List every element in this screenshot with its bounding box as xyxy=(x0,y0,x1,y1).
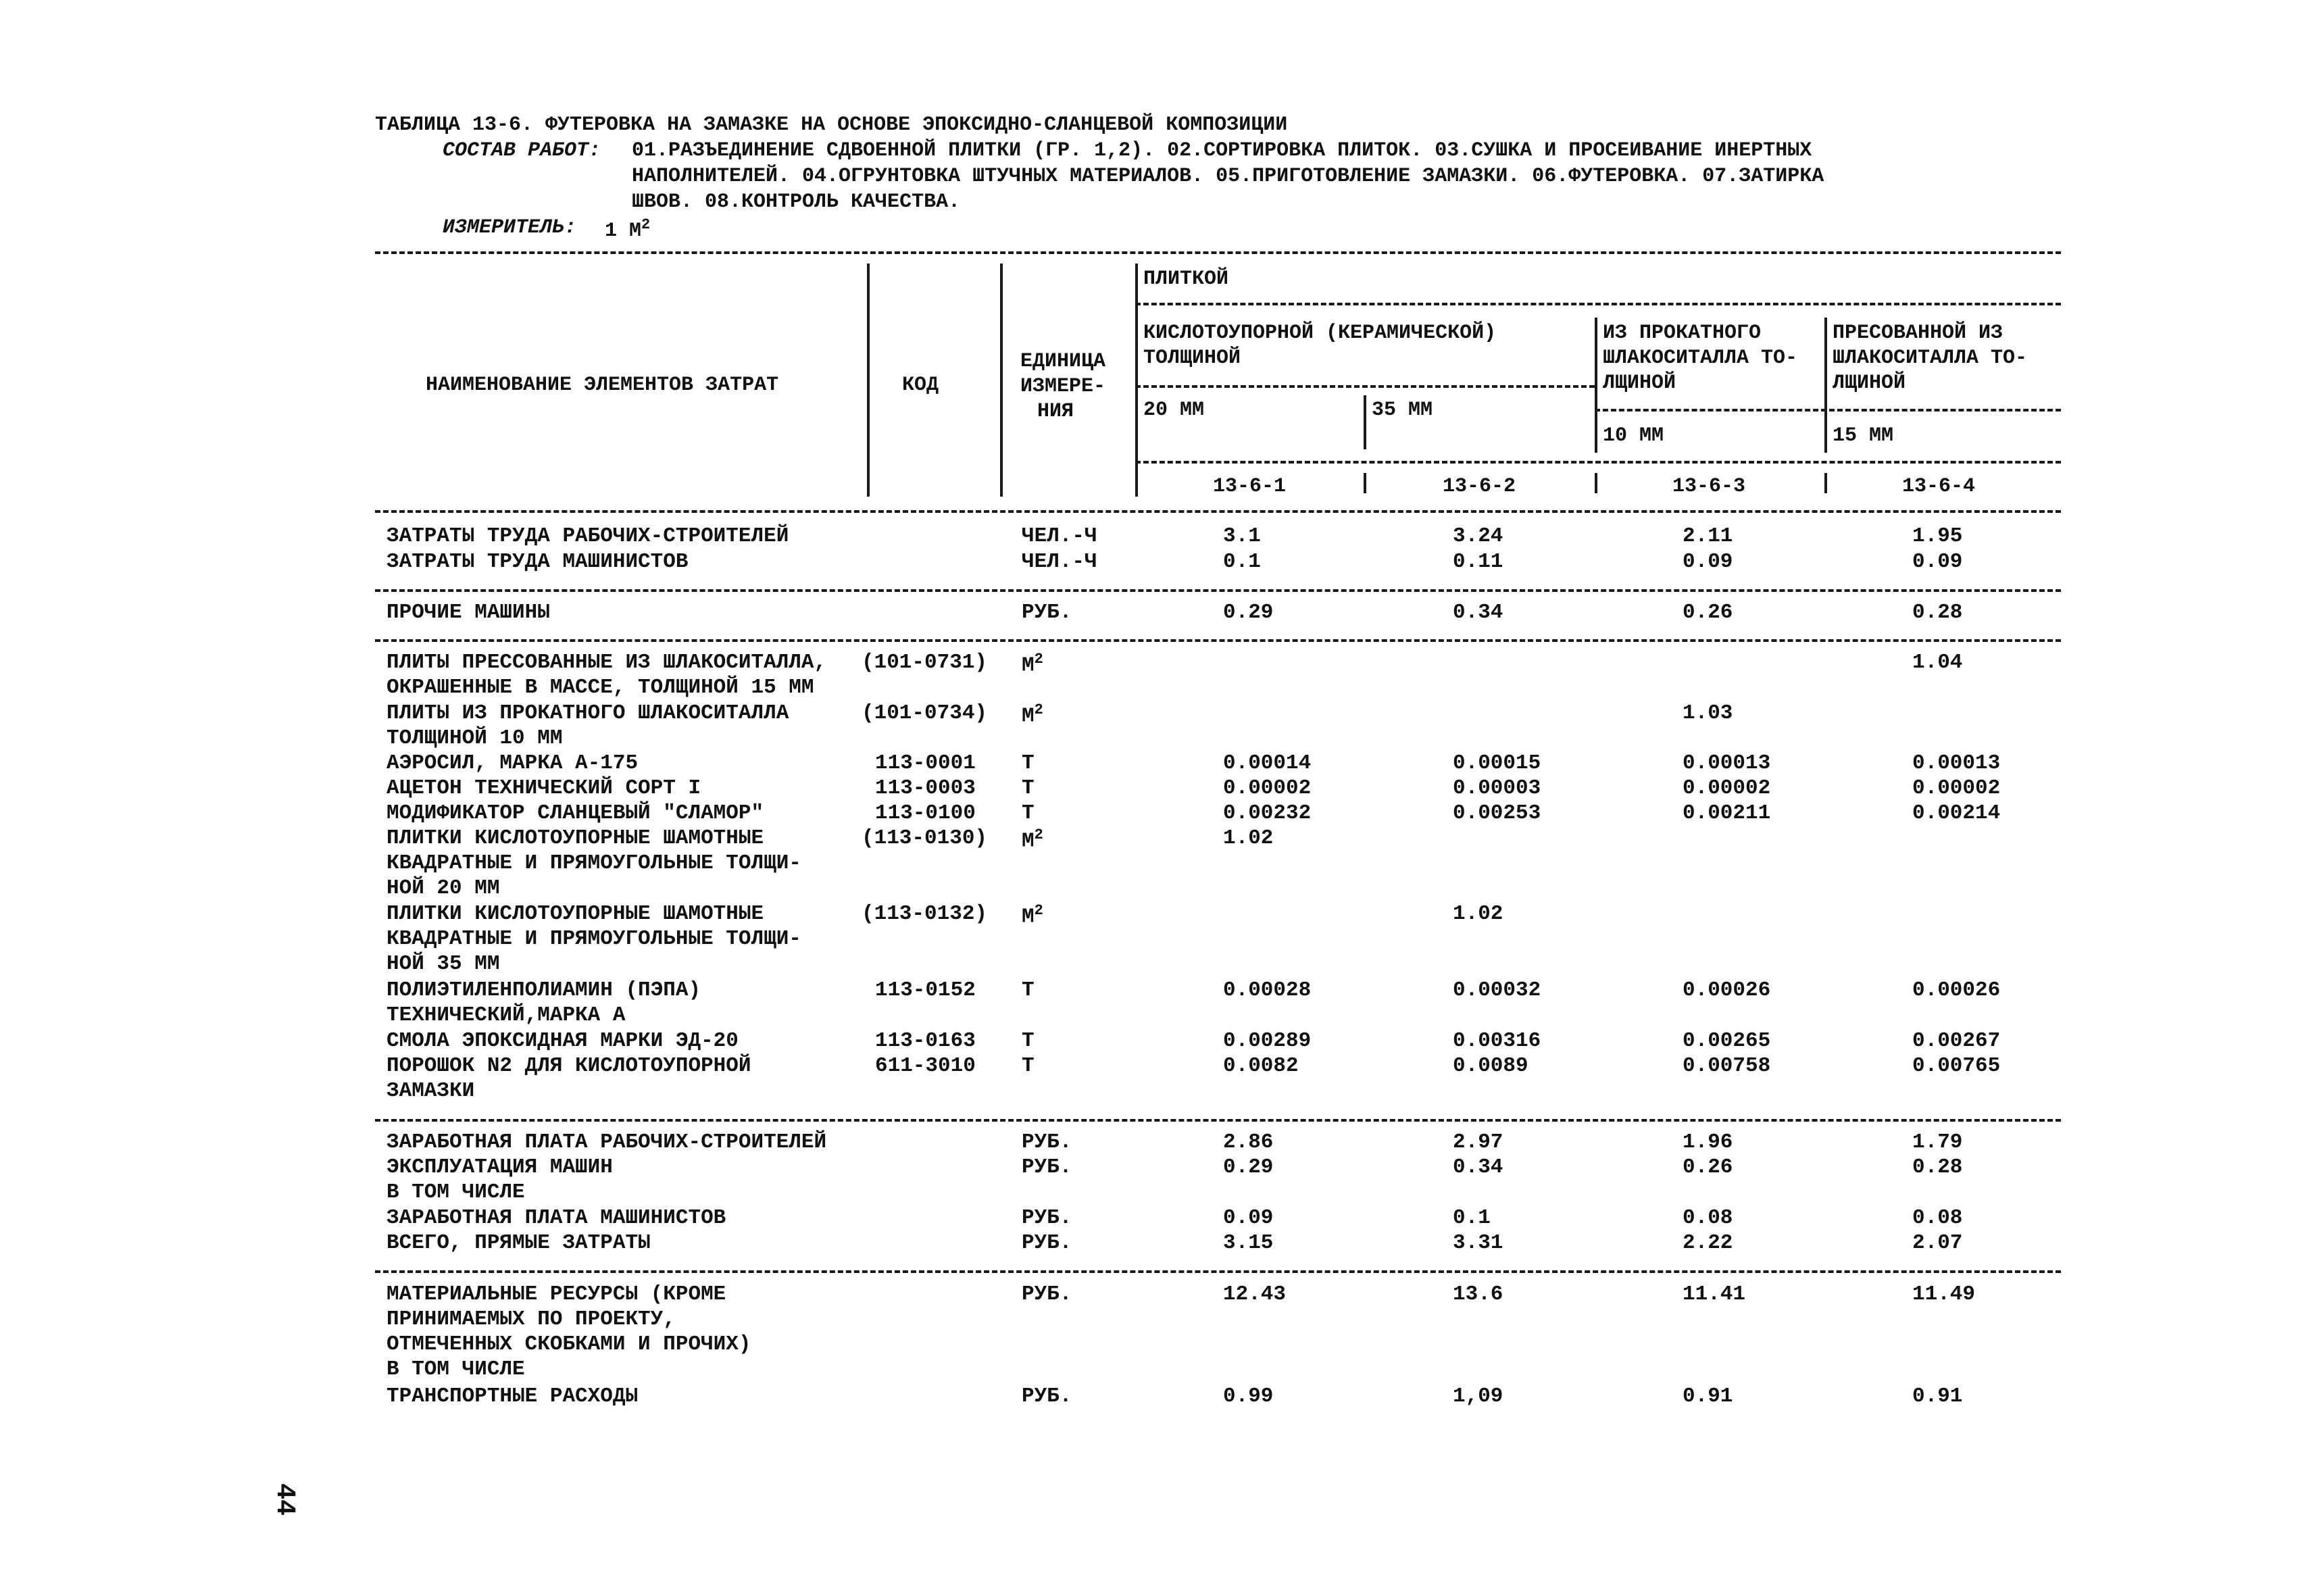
header-acid-2: ТОЛЩИНОЙ xyxy=(1143,347,1241,370)
row-value: 1.02 xyxy=(1453,902,1503,926)
row-name: ЗАРАБОТНАЯ ПЛАТА РАБОЧИХ-СТРОИТЕЛЕЙ xyxy=(387,1130,827,1154)
divider-acid-rolled xyxy=(1595,318,1597,453)
row-unit-text: Т xyxy=(1022,776,1035,800)
header-bottom-line xyxy=(375,510,2061,513)
row-value: 3.15 xyxy=(1223,1231,1274,1255)
row-value: 1.96 xyxy=(1683,1130,1733,1154)
row-name-cont: НОЙ 20 ММ xyxy=(387,876,500,900)
row-unit-sup: 2 xyxy=(1034,701,1043,718)
row-unit xyxy=(1022,1207,1072,1228)
header-unit-1: ЕДИНИЦА xyxy=(1020,350,1106,373)
row-value: 0.26 xyxy=(1683,601,1733,624)
row-value: 0.00232 xyxy=(1223,801,1312,825)
row-name-cont: КВАДРАТНЫЕ И ПРЯМОУГОЛЬНЫЕ ТОЛЩИ- xyxy=(387,927,801,951)
row-value: 1.02 xyxy=(1223,826,1274,850)
divider-unit-values xyxy=(1135,264,1138,497)
row-value: 0.00015 xyxy=(1453,751,1541,775)
row-value: 2.86 xyxy=(1223,1130,1274,1154)
row-value: 0.09 xyxy=(1223,1206,1274,1230)
row-value: 0.91 xyxy=(1912,1385,1963,1408)
row-code: 113-0001 xyxy=(875,751,976,775)
header-rolled-2: ШЛАКОСИТАЛЛА ТО- xyxy=(1603,347,1798,370)
row-value: 0.0089 xyxy=(1453,1054,1528,1078)
row-unit-text: РУБ. xyxy=(1022,1231,1072,1255)
row-value: 3.24 xyxy=(1453,524,1503,548)
divider-rolled-pressed xyxy=(1824,318,1827,453)
row-unit xyxy=(1022,652,1043,676)
row-value: 0.00211 xyxy=(1683,801,1771,825)
header-code: КОД xyxy=(902,374,939,397)
row-value: 0.00026 xyxy=(1912,978,2001,1002)
row-unit-sup: 2 xyxy=(1034,826,1043,843)
row-name: АЦЕТОН ТЕХНИЧЕСКИЙ СОРТ I xyxy=(387,776,701,800)
row-unit xyxy=(1022,1232,1072,1253)
row-value: 13.6 xyxy=(1453,1282,1503,1306)
row-value: 0.11 xyxy=(1453,550,1503,574)
composition-line-1: 01.РАЗЪЕДИНЕНИЕ СДВОЕННОЙ ПЛИТКИ (ГР. 1,2). 02.СОРТИРОВКА ПЛИТОК. 03.СУШКА И ПРОСЕИВАНИЕ ИНЕРТНЫХ xyxy=(632,139,1812,162)
row-name: СМОЛА ЭПОКСИДНАЯ МАРКИ ЭД-20 xyxy=(387,1029,739,1053)
header-code-2: 13-6-2 xyxy=(1443,475,1516,498)
row-code: (113-0132) xyxy=(862,902,988,926)
row-value: 1.04 xyxy=(1912,651,1963,674)
row-unit xyxy=(1022,1030,1035,1051)
divider-20-35 xyxy=(1364,395,1366,449)
row-value: 0.1 xyxy=(1223,550,1261,574)
row-name: МОДИФИКАТОР СЛАНЦЕВЫЙ "СЛАМОР" xyxy=(387,801,764,825)
row-value: 11.49 xyxy=(1912,1282,1976,1306)
row-value: 2.11 xyxy=(1683,524,1733,548)
header-t10: 10 ММ xyxy=(1603,424,1664,447)
row-value: 11.41 xyxy=(1683,1282,1746,1306)
row-name-cont: ПРИНИМАЕМЫХ ПО ПРОЕКТУ, xyxy=(387,1307,676,1331)
row-name-cont: В ТОМ ЧИСЛЕ xyxy=(387,1180,525,1204)
row-unit-text: РУБ. xyxy=(1022,601,1072,624)
row-unit xyxy=(1022,828,1043,851)
measure-label: ИЗМЕРИТЕЛЬ: xyxy=(443,216,577,239)
header-group: ПЛИТКОЙ xyxy=(1143,268,1229,291)
row-unit xyxy=(1022,1055,1035,1076)
row-name: МАТЕРИАЛЬНЫЕ РЕСУРСЫ (КРОМЕ xyxy=(387,1282,726,1306)
header-pressed-2: ШЛАКОСИТАЛЛА ТО- xyxy=(1833,347,2028,370)
row-value: 0.00253 xyxy=(1453,801,1541,825)
section-separator xyxy=(375,1119,2061,1122)
row-unit-text: Т xyxy=(1022,978,1035,1002)
row-name: ПРОЧИЕ МАШИНЫ xyxy=(387,601,550,624)
group-line xyxy=(1135,303,2061,305)
row-name: ПОРОШОК N2 ДЛЯ КИСЛОТОУПОРНОЙ xyxy=(387,1054,751,1078)
section-separator xyxy=(375,639,2061,642)
row-name: ПЛИТЫ ИЗ ПРОКАТНОГО ШЛАКОСИТАЛЛА xyxy=(387,701,789,725)
row-name: ЗАТРАТЫ ТРУДА РАБОЧИХ-СТРОИТЕЛЕЙ xyxy=(387,524,789,548)
row-value: 0.00028 xyxy=(1223,978,1312,1002)
row-name: ПЛИТЫ ПРЕССОВАННЫЕ ИЗ ШЛАКОСИТАЛЛА, xyxy=(387,651,827,674)
row-value: 0.0082 xyxy=(1223,1054,1299,1078)
page-number: 44 xyxy=(269,1483,299,1516)
divider-name-code xyxy=(867,264,870,497)
row-value: 12.43 xyxy=(1223,1282,1287,1306)
row-unit-text: М xyxy=(1022,905,1035,929)
codes-line xyxy=(1135,461,2061,464)
row-code: 113-0152 xyxy=(875,978,976,1002)
row-unit-text: Т xyxy=(1022,1029,1035,1053)
rolled-pressed-line xyxy=(1595,409,2061,412)
row-unit-text: РУБ. xyxy=(1022,1155,1072,1179)
section-separator xyxy=(375,589,2061,592)
row-code: (113-0130) xyxy=(862,826,988,850)
row-unit-text: М xyxy=(1022,704,1035,728)
row-unit xyxy=(1022,602,1072,623)
row-value: 0.00265 xyxy=(1683,1029,1771,1053)
row-unit xyxy=(1022,903,1043,927)
row-value: 1.79 xyxy=(1912,1130,1963,1154)
row-value: 0.08 xyxy=(1912,1206,1963,1230)
row-value: 2.97 xyxy=(1453,1130,1503,1154)
header-code-4: 13-6-4 xyxy=(1902,475,1976,498)
row-unit xyxy=(1022,1386,1072,1407)
row-value: 1,09 xyxy=(1453,1385,1503,1408)
row-name: ПЛИТКИ КИСЛОТОУПОРНЫЕ ШАМОТНЫЕ xyxy=(387,902,764,926)
row-value: 0.29 xyxy=(1223,1155,1274,1179)
row-code: 611-3010 xyxy=(875,1054,976,1078)
row-name: ПЛИТКИ КИСЛОТОУПОРНЫЕ ШАМОТНЫЕ xyxy=(387,826,764,850)
row-unit xyxy=(1022,980,1035,1001)
row-code: (101-0734) xyxy=(862,701,988,725)
row-unit-text: ЧЕЛ.-Ч xyxy=(1022,550,1097,574)
header-code-3: 13-6-3 xyxy=(1672,475,1746,498)
row-name-cont: ТЕХНИЧЕСКИЙ,МАРКА А xyxy=(387,1003,626,1027)
row-code: 113-0003 xyxy=(875,776,976,800)
row-unit xyxy=(1022,1157,1072,1178)
row-value: 0.00758 xyxy=(1683,1054,1771,1078)
row-name: ЗАТРАТЫ ТРУДА МАШИНИСТОВ xyxy=(387,550,689,574)
row-name-cont: ОКРАШЕННЫЕ В МАССЕ, ТОЛЩИНОЙ 15 ММ xyxy=(387,676,814,699)
row-value: 0.09 xyxy=(1912,550,1963,574)
row-value: 0.08 xyxy=(1683,1206,1733,1230)
row-value: 0.00014 xyxy=(1223,751,1312,775)
row-unit xyxy=(1022,1132,1072,1153)
row-value: 0.29 xyxy=(1223,601,1274,624)
row-unit-text: РУБ. xyxy=(1022,1385,1072,1408)
header-top-line xyxy=(375,251,2061,254)
row-unit xyxy=(1022,551,1097,572)
row-name-cont: ЗАМАЗКИ xyxy=(387,1079,475,1103)
row-name-cont: ТОЛЩИНОЙ 10 ММ xyxy=(387,726,563,750)
row-name: ЗАРАБОТНАЯ ПЛАТА МАШИНИСТОВ xyxy=(387,1206,726,1230)
header-unit-2: ИЗМЕРЕ- xyxy=(1020,375,1106,398)
measure-value: 1 $М^2$ xyxy=(605,216,651,243)
header-t15: 15 ММ xyxy=(1833,424,1894,447)
row-unit-text: ЧЕЛ.-Ч xyxy=(1022,524,1097,548)
header-code-1: 13-6-1 xyxy=(1213,475,1287,498)
row-name: АЭРОСИЛ, МАРКА А-175 xyxy=(387,751,639,775)
section-separator xyxy=(375,1270,2061,1273)
row-unit xyxy=(1022,526,1097,547)
header-acid-1: КИСЛОТОУПОРНОЙ (КЕРАМИЧЕСКОЙ) xyxy=(1143,322,1497,345)
row-name: ТРАНСПОРТНЫЕ РАСХОДЫ xyxy=(387,1385,639,1408)
row-unit-text: Т xyxy=(1022,801,1035,825)
row-unit xyxy=(1022,703,1043,726)
row-unit xyxy=(1022,778,1035,799)
header-pressed-1: ПРЕСОВАННОЙ ИЗ xyxy=(1833,322,2003,345)
row-value: 0.00267 xyxy=(1912,1029,2001,1053)
header-rolled-1: ИЗ ПРОКАТНОГО xyxy=(1603,322,1762,345)
header-pressed-3: ЛЩИНОЙ xyxy=(1833,372,1906,395)
row-value: 0.99 xyxy=(1223,1385,1274,1408)
row-name-cont: КВАДРАТНЫЕ И ПРЯМОУГОЛЬНЫЕ ТОЛЩИ- xyxy=(387,851,801,875)
row-code: (101-0731) xyxy=(862,651,988,674)
row-unit xyxy=(1022,753,1035,774)
row-value: 0.26 xyxy=(1683,1155,1733,1179)
row-code: 113-0163 xyxy=(875,1029,976,1053)
composition-line-3: ШВОВ. 08.КОНТРОЛЬ КАЧЕСТВА. xyxy=(632,191,961,214)
divider-code-3-4 xyxy=(1824,473,1827,493)
row-value: 3.31 xyxy=(1453,1231,1503,1255)
row-value: 0.00316 xyxy=(1453,1029,1541,1053)
row-value: 1.95 xyxy=(1912,524,1963,548)
divider-code-1-2 xyxy=(1364,473,1366,493)
header-t20: 20 ММ xyxy=(1143,399,1205,422)
row-value: 0.09 xyxy=(1683,550,1733,574)
header-rolled-3: ЛЩИНОЙ xyxy=(1603,372,1676,395)
row-unit-text: Т xyxy=(1022,751,1035,775)
row-value: 0.34 xyxy=(1453,601,1503,624)
header-t35: 35 ММ xyxy=(1372,399,1433,422)
header-name: НАИМЕНОВАНИЕ ЭЛЕМЕНТОВ ЗАТРАТ xyxy=(426,374,779,397)
row-unit-text: РУБ. xyxy=(1022,1282,1072,1306)
composition-label: СОСТАВ РАБОТ: xyxy=(443,139,601,162)
row-value: 1.03 xyxy=(1683,701,1733,725)
row-value: 0.28 xyxy=(1912,601,1963,624)
row-value: 0.00013 xyxy=(1912,751,2001,775)
row-name: ВСЕГО, ПРЯМЫЕ ЗАТРАТЫ xyxy=(387,1231,651,1255)
row-value: 0.00214 xyxy=(1912,801,2001,825)
row-value: 3.1 xyxy=(1223,524,1261,548)
row-value: 0.00026 xyxy=(1683,978,1771,1002)
row-value: 0.00003 xyxy=(1453,776,1541,800)
acid-thickness-line xyxy=(1135,385,1595,388)
row-value: 0.1 xyxy=(1453,1206,1491,1230)
row-value: 0.00765 xyxy=(1912,1054,2001,1078)
row-name: ЭКСПЛУАТАЦИЯ МАШИН xyxy=(387,1155,613,1179)
row-value: 0.00002 xyxy=(1912,776,2001,800)
row-value: 0.00002 xyxy=(1683,776,1771,800)
row-name: ПОЛИЭТИЛЕНПОЛИАМИН (ПЭПА) xyxy=(387,978,701,1002)
row-unit-text: РУБ. xyxy=(1022,1206,1072,1230)
row-unit-text: Т xyxy=(1022,1054,1035,1078)
divider-code-unit xyxy=(1000,264,1003,497)
row-value: 0.00289 xyxy=(1223,1029,1312,1053)
row-value: 0.91 xyxy=(1683,1385,1733,1408)
row-value: 2.22 xyxy=(1683,1231,1733,1255)
row-value: 0.34 xyxy=(1453,1155,1503,1179)
row-value: 0.28 xyxy=(1912,1155,1963,1179)
row-unit-sup: 2 xyxy=(1034,902,1043,919)
row-unit-sup: 2 xyxy=(1034,651,1043,668)
row-name-cont: ОТМЕЧЕННЫХ СКОБКАМИ И ПРОЧИХ) xyxy=(387,1332,751,1356)
row-value: 0.00032 xyxy=(1453,978,1541,1002)
table-title: ТАБЛИЦА 13-6. ФУТЕРОВКА НА ЗАМАЗКЕ НА ОСНОВЕ ЭПОКСИДНО-СЛАНЦЕВОЙ КОМПОЗИЦИИ xyxy=(375,114,1288,136)
header-unit-3: НИЯ xyxy=(1037,400,1074,423)
divider-code-2-3 xyxy=(1595,473,1597,493)
row-value: 2.07 xyxy=(1912,1231,1963,1255)
row-name-cont: В ТОМ ЧИСЛЕ xyxy=(387,1357,525,1381)
row-value: 0.00013 xyxy=(1683,751,1771,775)
row-unit-text: М xyxy=(1022,829,1035,853)
row-code: 113-0100 xyxy=(875,801,976,825)
row-unit xyxy=(1022,1284,1072,1305)
composition-line-2: НАПОЛНИТЕЛЕЙ. 04.ОГРУНТОВКА ШТУЧНЫХ МАТЕРИАЛОВ. 05.ПРИГОТОВЛЕНИЕ ЗАМАЗКИ. 06.ФУТЕРОВКА. 07.ЗАТИРКА xyxy=(632,165,1824,188)
row-value: 0.00002 xyxy=(1223,776,1312,800)
row-unit xyxy=(1022,803,1035,824)
row-name-cont: НОЙ 35 ММ xyxy=(387,952,500,976)
row-unit-text: РУБ. xyxy=(1022,1130,1072,1154)
row-unit-text: М xyxy=(1022,653,1035,678)
